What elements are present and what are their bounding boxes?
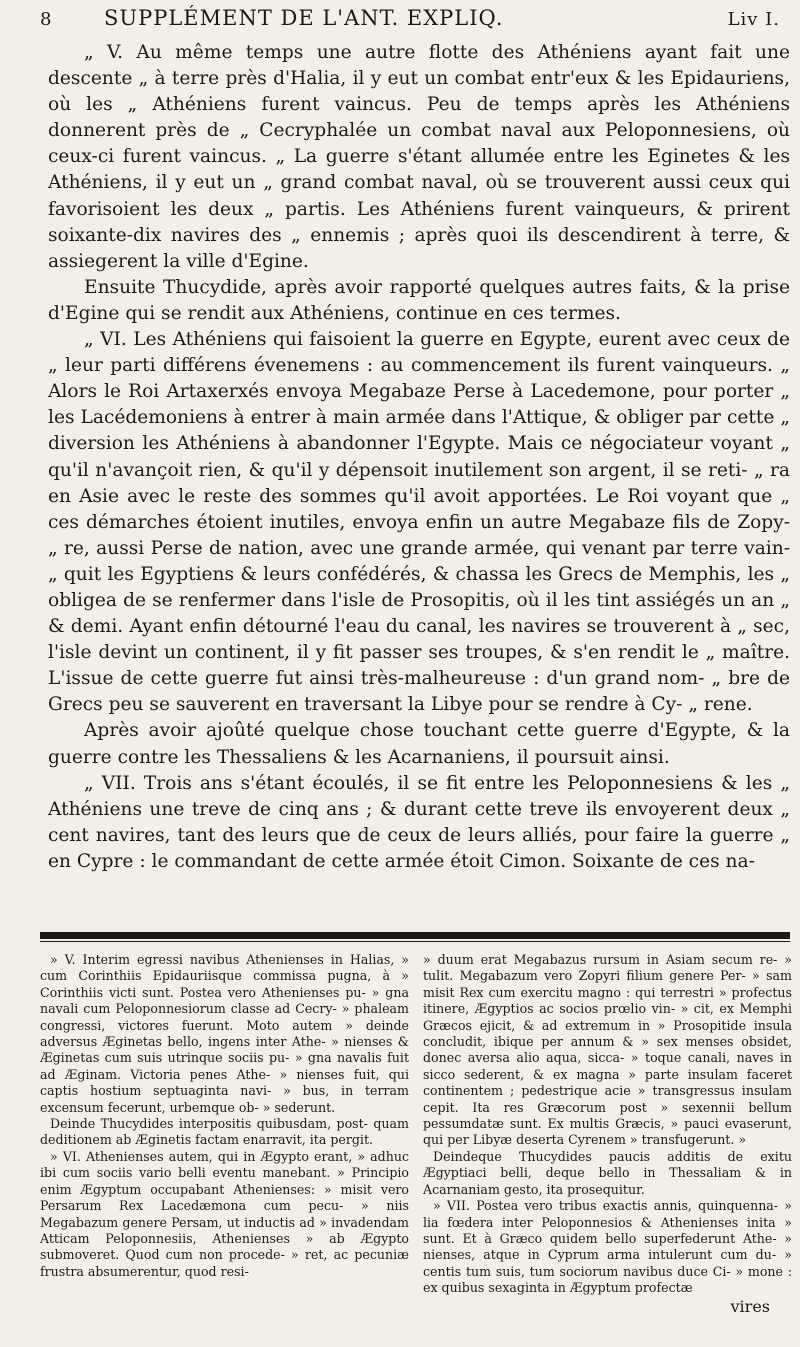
- paragraph-transition-1: Ensuite Thucydide, après avoir rapporté quelques autres faits, & la prise d'Egine qui se rendit aux Athéniens, continue en ces termes.: [48, 276, 790, 324]
- paragraph-v: „ V. Au même temps une autre flotte des Athéniens ayant fait une descente „ à terre près d'Halia, il y eut un combat entr'eux & les Epidauriens, où les „ Athéniens furent vaincus. Peu de temps après les Athéniens donnerent près de „ Cecryphalée un combat naval aux Peloponnesiens, où ceux-ci furent vaincus. „ La guerre s'étant allumée entre les Eginetes & les Athéniens, il y eut un „ grand combat naval, où se trouverent aussi ceux qui favorisoient les deux „ partis. Les Athéniens furent vainqueurs, & prirent soixante-dix navires des „ ennemis ; après quoi ils descendirent à terre, & assiegerent la ville d'Egine.: [48, 42, 790, 272]
- paragraph-vii: „ VII. Trois ans s'étant écoulés, il se fit entre les Peloponnesiens & les „ Athéniens une treve de cinq ans ; & durant cette treve ils envoyerent deux „ cent navires, tant des leurs que de ceux de leurs alliés, pour faire la guerre „ en Cypre : le commandant de cette armée étoit Cimon. Soixante de ces na-: [48, 772, 790, 872]
- footnote-rule-thick: [40, 932, 790, 939]
- page-number: 8: [40, 9, 53, 30]
- main-text: [48, 40, 790, 875]
- running-header: [40, 6, 780, 40]
- paragraph-vi: „ VI. Les Athéniens qui faisoient la guerre en Egypte, eurent avec ceux de „ leur parti différens évenemens : au commencement ils furent vainqueurs. „ Alors le Roi Artaxerxés envoya Megabaze Perse à Lacedemone, pour porter „ les Lacédemoniens à entrer à main armée dans l'Attique, & obliger par cette „ diversion les Athéniens à abandonner l'Egypte. Mais ce négociateur voyant „ qu'il n'avançoit rien, & qu'il y dépensoit inutilement son argent, il se reti- „ ra en Asie avec le reste des sommes qu'il avoit apportées. Le Roi voyant que „ ces démarches étoient inutiles, envoya enfin un autre Megabaze fils de Zopy- „ re, aussi Perse de nation, avec une grande armée, qui venant par terre vain- „ quit les Egyptiens & leurs confédérés, & chassa les Grecs de Memphis, les „ obligea de se renfermer dans l'isle de Prosopitis, où il les tint assiégés un an „ & demi. Ayant enfin détourné l'eau du canal, les navires se trouverent à „ sec, l'isle devint un continent, il y fit passer ses troupes, & s'en rendit le „ maître. L'issue de cette guerre fut ainsi très-malheureuse : d'un grand nom- „ bre de Grecs peu se sauverent en traversant la Libye pour se rendre à Cy- „ rene.: [48, 329, 790, 716]
- volume-label: Liv I.: [727, 9, 780, 30]
- catchword: vires: [730, 1296, 770, 1316]
- footnote-paragraph: Deinde Thucydides interpositis quibusdam, post- quam deditionem ab Æginetis factam enarravit, ita pergit.: [40, 1116, 409, 1148]
- footnote-paragraph: Deindeque Thucydides paucis additis de exitu Ægyptiaci belli, deque bello in Thessaliam & in Acarnaniam gesto, ita prosequitur.: [423, 1148, 792, 1197]
- footnote-paragraph: » VII. Postea vero tribus exactis annis, quinquenna- » lia fœdera inter Peloponnesios & Athenienses inita » sunt. Et à Græco quidem bello superfederunt Athe- » nienses, atque in Cyprum arma intulerunt cum du- » centis tum suis, tum sociorum navibus duce Ci- » mone : ex quibus sexaginta in Ægyptum profectæ: [423, 1198, 792, 1296]
- footnote-column-right: [423, 952, 792, 1315]
- footnote-paragraph: » duum erat Megabazus rursum in Asiam secum re- » tulit. Megabazum vero Zopyri filium genere Per- » sam misit Rex cum exercitu magno : qui terrestri » profectus itinere, Ægyptios ac socios prœlio vin- » cit, ex Memphi Græcos ejicit, & ad extremum in » Prosopitide insula concludit, ibique per annum & » sex menses obsidet, donec aversa alio aqua, sicca- » toque canali, naves in sicco sederent, & ex magna » parte insulam faceret continentem ; pedestrique acie » transgressus insulam cepit. Ita res Græcorum post » sexennii bellum pessumdatæ sunt. Ex multis Græcis, » pauci evaserunt, qui per Libyæ deserta Cyrenem » transfugerunt. »: [423, 952, 792, 1148]
- footnote-paragraph: » VI. Athenienses autem, qui in Ægypto erant, » adhuc ibi cum sociis vario belli eventu manebant. » Principio enim Ægyptum occupabant Athenienses: » misit vero Persarum Rex Lacedæmona cum pecu- » niis Megabazum genere Persam, ut inductis ad » invadendam Atticam Peloponnesiis, Athenienses » ab Ægypto submoveret. Quod cum non procede- » ret, ac pecuniæ frustra absumerentur, quod resi-: [40, 1148, 409, 1279]
- footnote-rule-thin: [40, 941, 790, 942]
- latin-footnotes: [40, 952, 792, 1315]
- footnote-paragraph: » V. Interim egressi navibus Athenienses in Halias, » cum Corinthiis Epidauriisque commissa pugna, à » Corinthiis victi sunt. Postea vero Athenienses pu- » gna navali cum Peloponnesiorum classe ad Cecry- » phaleam congressi, victores fuerunt. Moto autem » deinde adversus Æginetas bello, ingens inter Athe- » nienses & Æginetas cum suis utrinque sociis pu- » gna navalis fuit ad Æginam. Victoria penes Athe- » nienses fuit, qui captis hostium septuaginta navi- » bus, in terram excensum fecerunt, urbemque ob- » sederunt.: [40, 952, 409, 1115]
- footnote-column-left: [40, 952, 409, 1315]
- running-title: SUPPLÉMENT DE L'ANT. EXPLIQ.: [104, 6, 504, 30]
- paragraph-transition-2: Après avoir ajoûté quelque chose touchant cette guerre d'Egypte, & la guerre contre les Thessaliens & les Acarnaniens, il poursuit ainsi.: [48, 720, 790, 768]
